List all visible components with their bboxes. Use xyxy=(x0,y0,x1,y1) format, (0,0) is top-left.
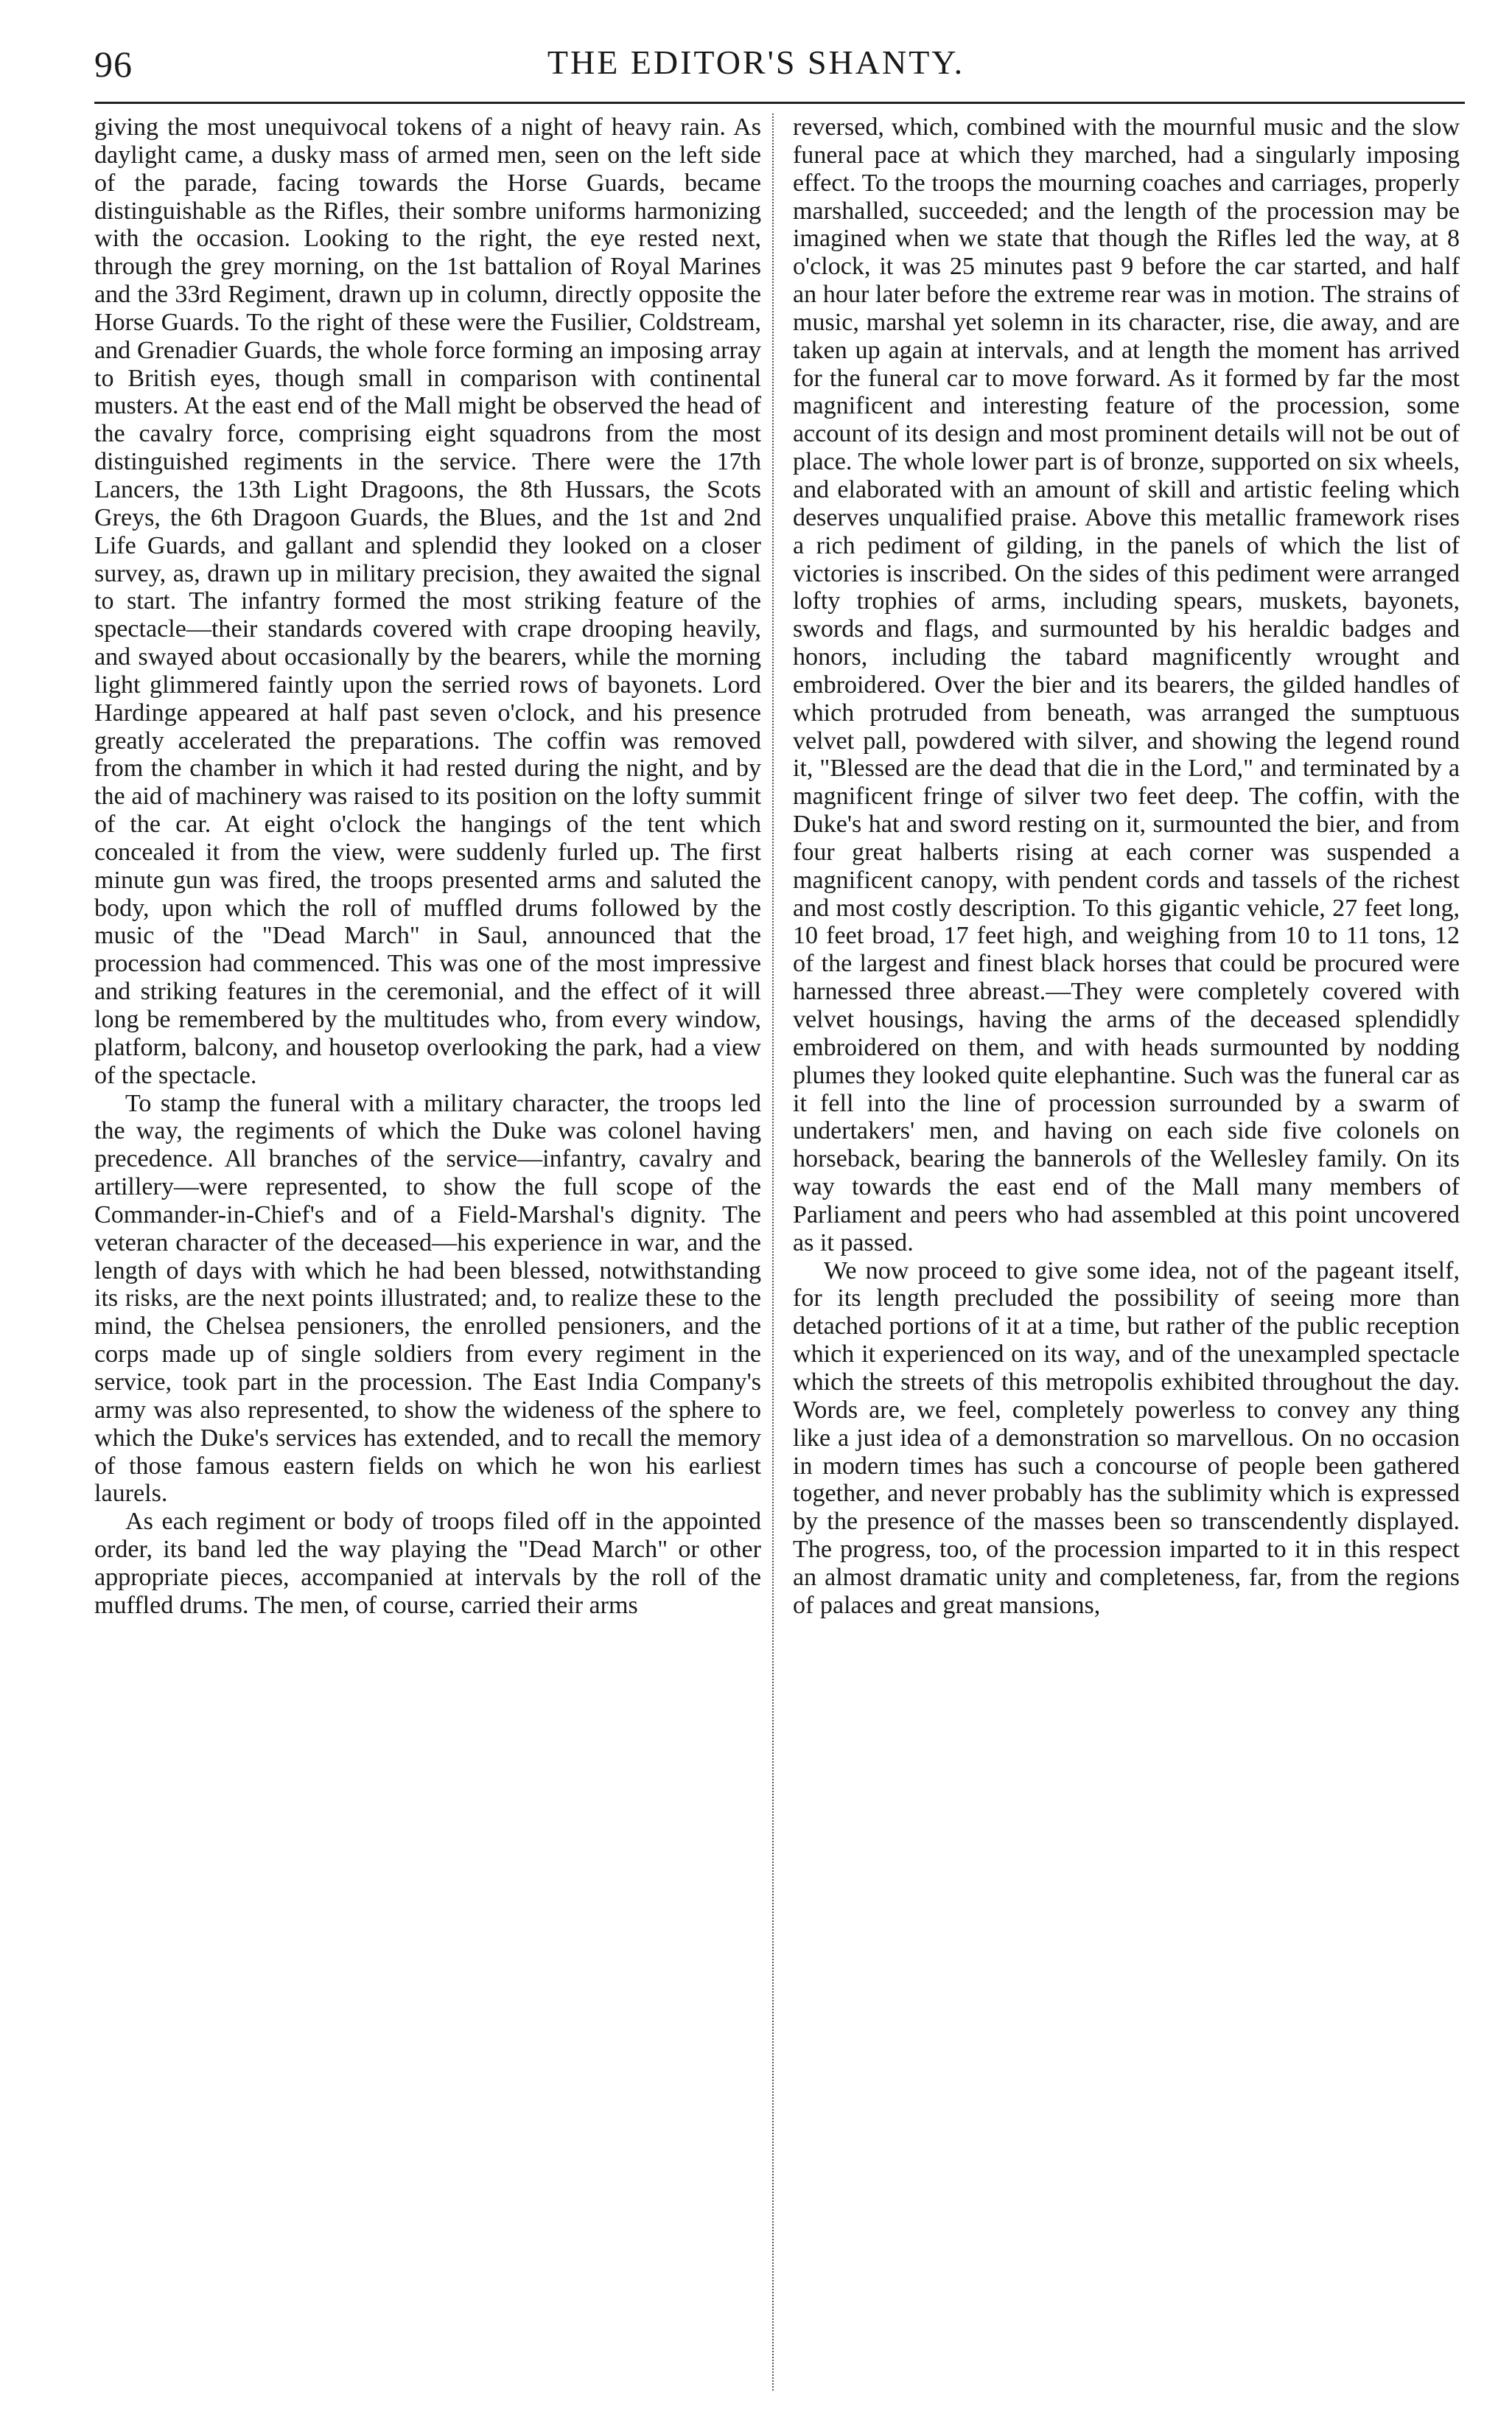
column-divider xyxy=(772,113,774,2391)
paragraph: As each regiment or body of troops filed off in the appointed order, its band led the way playing the "Dead March" or other appropriate pieces, accompanied at intervals by the roll of the muffled drums. The men, of course, carried their arms xyxy=(94,1508,761,1619)
running-head: THE EDITOR'S SHANTY. xyxy=(547,43,965,81)
paragraph: We now proceed to give some idea, not of the pageant itself, for its length precluded the possibility of seeing more than detached portions of it at a time, but rather of the public reception which it experienced on its way, and of the unexampled spectacle which the streets of this metropolis exhibited throughout the day. Words are, we feel, completely powerless to convey any thing like a just idea of a demonstration so marvellous. On no occasion in modern times has such a concourse of people been gathered together, and never probably has the sublimity which is expressed by the presence of the masses been so transcendently displayed. The progress, too, of the procession imparted to it in this respect an almost dramatic unity and completeness, far, from the regions of palaces and great mansions, xyxy=(793,1256,1460,1619)
header-rule xyxy=(94,102,1465,104)
paragraph: To stamp the funeral with a military character, the troops led the way, the regiments of which the Duke was colonel having precedence. All branches of the service—infantry, cavalry and artillery—were represented, to show the full scope of the Commander-in-Chief's and of a Field-Marshal's dignity. The veteran character of the deceased—his experience in war, and the length of days with which he had been blessed, notwithstanding its risks, are the next points illustrated; and, to realize these to the mind, the Chelsea pensioners, the enrolled pensioners, and the corps made up of single soldiers from every regiment in the service, took part in the procession. The East India Company's army was also represented, to show the wideness of the sphere to which the Duke's services has extended, and to recall the memory of those famous eastern fields on which he won his earliest laurels. xyxy=(94,1089,761,1508)
paragraph: giving the most unequivocal tokens of a night of heavy rain. As daylight came, a dusky mass of armed men, seen on the left side of the parade, facing towards the Horse Guards, became distinguishable as the Rifles, their sombre uniforms harmonizing with the occasion. Looking to the right, the eye rested next, through the grey morning, on the 1st battalion of Royal Marines and the 33rd Regiment, drawn up in column, directly opposite the Horse Guards. To the right of these were the Fusilier, Coldstream, and Grenadier Guards, the whole force forming an imposing array to British eyes, though small in comparison with continental musters. At the east end of the Mall might be observed the head of the cavalry force, comprising eight squadrons from the most distinguished regiments in the service. There were the 17th Lancers, the 13th Light Dragoons, the 8th Hussars, the Scots Greys, the 6th Dragoon Guards, the Blues, and the 1st and 2nd Life Guards, and gallant and splendid they looked on a closer survey, as, drawn up in military precision, they awaited the signal to start. The infantry formed the most striking feature of the spectacle—their standards covered with crape drooping heavily, and swayed about occasionally by the bearers, while the morning light glimmered faintly upon the serried rows of bayonets. Lord Hardinge appeared at half past seven o'clock, and his presence greatly accelerated the preparations. The coffin was removed from the chamber in which it had rested during the night, and by the aid of machinery was raised to its position on the lofty summit of the car. At eight o'clock the hangings of the tent which concealed it from the view, were suddenly furled up. The first minute gun was fired, the troops presented arms and saluted the body, upon which the roll of muffled drums followed by the music of the "Dead March" in Saul, announced that the procession had commenced. This was one of the most impressive and striking features in the ceremonial, and the effect of it will long be remembered by the multitudes who, from every window, platform, balcony, and housetop overlooking the park, had a view of the spectacle. xyxy=(94,113,761,1089)
left-column xyxy=(94,113,761,1620)
paragraph: reversed, which, combined with the mournful music and the slow funeral pace at which they marched, had a singularly imposing effect. To the troops the mourning coaches and carriages, properly marshalled, succeeded; and the length of the procession may be imagined when we state that though the Rifles led the way, at 8 o'clock, it was 25 minutes past 9 before the car started, and half an hour later before the extreme rear was in motion. The strains of music, marshal yet solemn in its character, rise, die away, and are taken up again at intervals, and at length the moment has arrived for the funeral car to move forward. As it formed by far the most magnificent and interesting feature of the procession, some account of its design and most prominent details will not be out of place. The whole lower part is of bronze, supported on six wheels, and elaborated with an amount of skill and artistic feeling which deserves unqualified praise. Above this metallic framework rises a rich pediment of gilding, in the panels of which the list of victories is inscribed. On the sides of this pediment were arranged lofty trophies of arms, including spears, muskets, bayonets, swords and flags, and surmounted by his heraldic badges and honors, including the tabard magnificently wrought and embroidered. Over the bier and its bearers, the gilded handles of which protruded from beneath, was arranged the sumptuous velvet pall, powdered with silver, and showing the legend round it, "Blessed are the dead that die in the Lord," and terminated by a magnificent fringe of silver two feet deep. The coffin, with the Duke's hat and sword resting on it, surmounted the bier, and from four great halberts rising at each corner was suspended a magnificent canopy, with pendent cords and tassels of the richest and most costly description. To this gigantic vehicle, 27 feet long, 10 feet broad, 17 feet high, and weighing from 10 to 11 tons, 12 of the largest and finest black horses that could be procured were harnessed three abreast.—They were completely covered with velvet housings, having the arms of the deceased splendidly embroidered on them, and with heads surmounted by nodding plumes they looked quite elephantine. Such was the funeral car as it fell into the line of procession surrounded by a swarm of undertakers' men, and having on each side five colonels on horseback, bearing the bannerols of the Wellesley family. On its way towards the east end of the Mall many members of Parliament and peers who had assembled at this point uncovered as it passed. xyxy=(793,113,1460,1256)
right-column xyxy=(793,113,1460,1620)
page-number: 96 xyxy=(94,43,133,85)
